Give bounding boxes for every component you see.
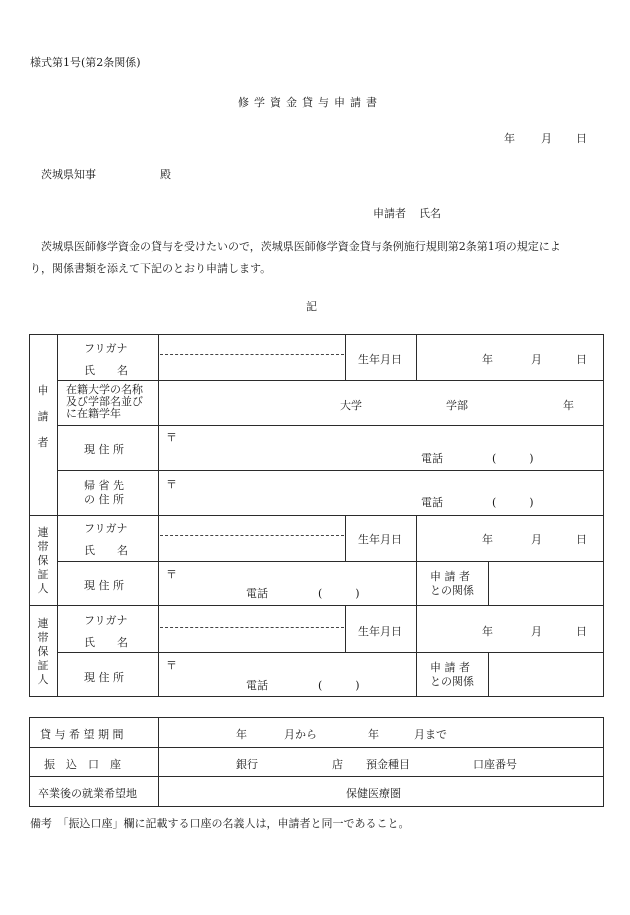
guarantor-2-address-label: 現 住 所 bbox=[84, 671, 124, 684]
period-to-year[interactable]: 年 bbox=[368, 728, 379, 741]
guarantor-1-relation-input[interactable] bbox=[490, 563, 602, 603]
applicant-furigana-label: フリガナ bbox=[84, 342, 128, 355]
date-year: 年 bbox=[504, 132, 515, 145]
guarantor-2-phone-field[interactable]: ( ) bbox=[318, 679, 360, 692]
document-title: 修学資金貸与申請書 bbox=[238, 96, 382, 109]
guarantor-2-phone-label: 電話 bbox=[246, 679, 268, 692]
applicant-birth-month[interactable]: 月 bbox=[531, 353, 542, 366]
date-month: 月 bbox=[541, 132, 552, 145]
guarantor-2-relation-input[interactable] bbox=[490, 654, 602, 695]
guarantor-2-birth-day[interactable]: 日 bbox=[576, 625, 587, 638]
deposit-type-field[interactable]: 預金種目 bbox=[366, 758, 410, 771]
faculty-field[interactable]: 学部 bbox=[446, 399, 468, 412]
home-phone-label: 電話 bbox=[421, 496, 443, 509]
branch-field[interactable]: 店 bbox=[332, 758, 343, 771]
applicant-side-label: 申請者 bbox=[37, 384, 49, 449]
honorific: 殿 bbox=[160, 168, 171, 181]
date-day: 日 bbox=[576, 132, 587, 145]
guarantor-1-birth-label: 生年月日 bbox=[358, 533, 402, 546]
guarantor-1-birth-year[interactable]: 年 bbox=[482, 533, 493, 546]
applicant-name-input[interactable] bbox=[160, 358, 344, 378]
ki-mark: 記 bbox=[306, 300, 317, 313]
account-number-field[interactable]: 口座番号 bbox=[473, 758, 517, 771]
guarantor-2-furigana-label: フリガナ bbox=[84, 614, 128, 627]
guarantor-2-postal-mark[interactable]: 〒 bbox=[166, 659, 177, 672]
school-label: 在籍大学の名称 及び学部名並び に在籍学年 bbox=[66, 383, 143, 420]
guarantor-1-birth-month[interactable]: 月 bbox=[531, 533, 542, 546]
university-field[interactable]: 大学 bbox=[340, 399, 362, 412]
guarantor-2-side-label: 連帯保証人 bbox=[37, 617, 49, 686]
applicant-furigana-input[interactable] bbox=[160, 337, 344, 353]
period-from-month[interactable]: 月から bbox=[284, 728, 317, 741]
guarantor-2-name-label: 氏 名 bbox=[84, 636, 128, 649]
guarantor-2-furigana-input[interactable] bbox=[160, 609, 344, 625]
applicant-name-field-label: 氏 名 bbox=[84, 364, 128, 377]
period-from-year[interactable]: 年 bbox=[236, 728, 247, 741]
applicant-phone-field[interactable]: ( ) bbox=[492, 452, 534, 465]
applicant-name-label: 氏名 bbox=[419, 207, 441, 220]
guarantor-1-phone-field[interactable]: ( ) bbox=[318, 587, 360, 600]
guarantor-1-relation-label: 申 請 者 との関係 bbox=[430, 570, 474, 597]
loan-period-label: 貸 与 希 望 期 間 bbox=[40, 728, 124, 741]
guarantor-2-name-input[interactable] bbox=[160, 630, 344, 650]
addressee: 茨城県知事 bbox=[41, 168, 96, 181]
guarantor-1-furigana-label: フリガナ bbox=[84, 522, 128, 535]
guarantor-1-birth-day[interactable]: 日 bbox=[576, 533, 587, 546]
bank-field[interactable]: 銀行 bbox=[236, 758, 258, 771]
guarantor-1-name-label: 氏 名 bbox=[84, 544, 128, 557]
applicant-birth-label: 生年月日 bbox=[358, 353, 402, 366]
applicant-phone-label: 電話 bbox=[421, 452, 443, 465]
applicant-birth-year[interactable]: 年 bbox=[482, 353, 493, 366]
grade-field[interactable]: 年 bbox=[563, 399, 574, 412]
guarantor-1-address-label: 現 住 所 bbox=[84, 579, 124, 592]
guarantor-1-furigana-input[interactable] bbox=[160, 518, 344, 534]
guarantor-1-postal-mark[interactable]: 〒 bbox=[166, 568, 177, 581]
period-to-month[interactable]: 月まで bbox=[414, 728, 447, 741]
work-area-label: 卒業後の就業希望地 bbox=[38, 787, 137, 800]
intro-paragraph bbox=[30, 236, 605, 280]
guarantor-2-birth-label: 生年月日 bbox=[358, 625, 402, 638]
intro-line-1: 茨城県医師修学資金の貸与を受けたいので，茨城県医師修学資金貸与条例施行規則第2条第1項の規定によ bbox=[41, 240, 561, 253]
applicant-postal-mark[interactable]: 〒 bbox=[166, 431, 177, 444]
applicant-address-label: 現 住 所 bbox=[84, 443, 124, 456]
form-number: 様式第1号(第2条関係) bbox=[30, 56, 141, 69]
guarantor-2-birth-year[interactable]: 年 bbox=[482, 625, 493, 638]
home-phone-field[interactable]: ( ) bbox=[492, 496, 534, 509]
intro-line-2: り，関係書類を添えて下記のとおり申請します。 bbox=[30, 262, 272, 275]
applicant-label: 申請者 bbox=[373, 207, 406, 220]
guarantor-2-relation-label: 申 請 者 との関係 bbox=[430, 661, 474, 688]
bank-account-label: 振 込 口 座 bbox=[44, 758, 121, 771]
medical-area-field[interactable]: 保健医療圏 bbox=[346, 787, 401, 800]
home-address-label: 帰 省 先 の 住 所 bbox=[84, 479, 124, 506]
applicant-birth-day[interactable]: 日 bbox=[576, 353, 587, 366]
note: 備考 「振込口座」欄に記載する口座の名義人は，申請者と同一であること。 bbox=[30, 817, 410, 830]
guarantor-1-phone-label: 電話 bbox=[246, 587, 268, 600]
home-postal-mark[interactable]: 〒 bbox=[166, 478, 177, 491]
guarantor-1-side-label: 連帯保証人 bbox=[37, 526, 49, 595]
guarantor-1-name-input[interactable] bbox=[160, 539, 344, 559]
guarantor-2-birth-month[interactable]: 月 bbox=[531, 625, 542, 638]
